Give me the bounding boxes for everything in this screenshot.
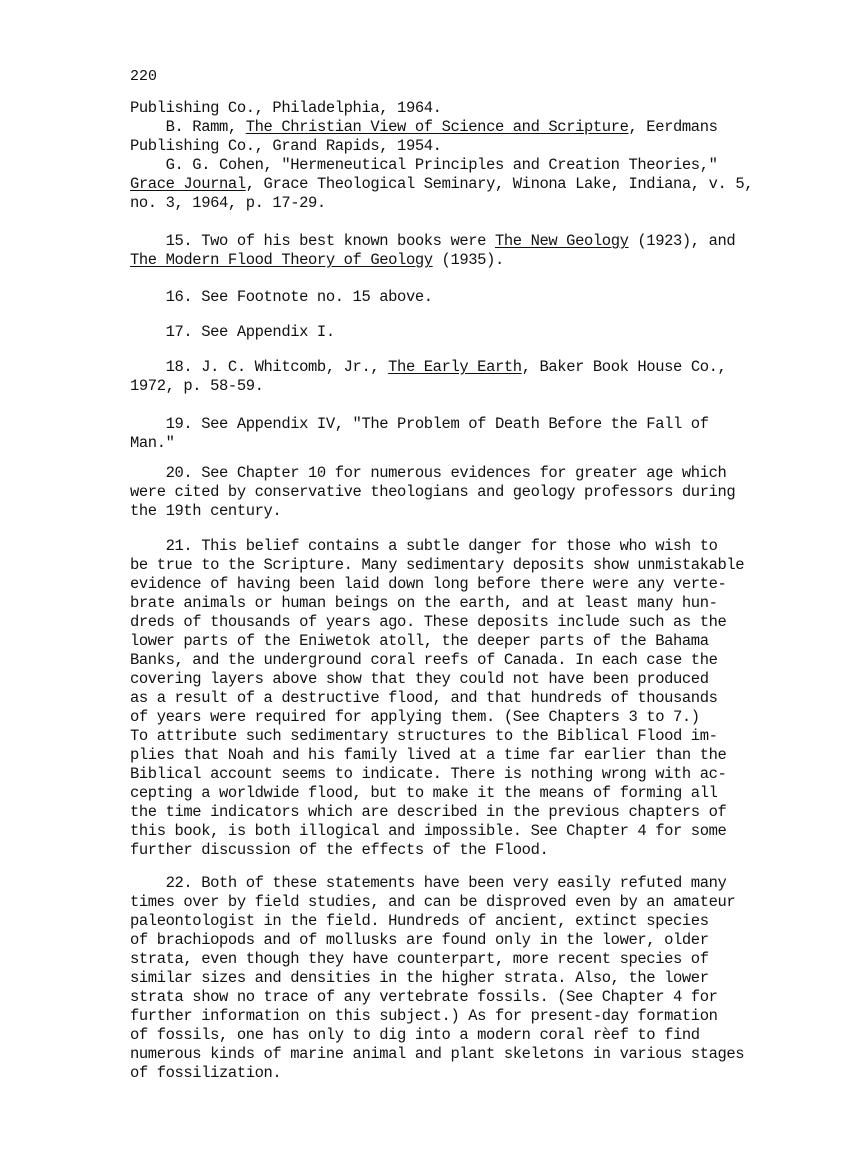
text-segment: be true to the Scripture. Many sedimentary deposits show unmistakable — [130, 556, 745, 574]
text-line — [130, 708, 700, 726]
text-line — [130, 537, 718, 555]
text-segment: further discussion of the effects of the Flood. — [130, 841, 549, 859]
text-segment: Man." — [130, 434, 175, 452]
text-segment: 17. See Appendix I. — [130, 323, 335, 341]
text-line — [130, 358, 726, 376]
text-line — [130, 670, 709, 688]
text-segment: dreds of thousands of years ago. These deposits include such as the — [130, 613, 727, 631]
text-line — [130, 377, 264, 395]
text-line — [130, 613, 726, 631]
text-line — [130, 137, 442, 155]
underlined-title: The Christian View of Science and Scripture — [245, 118, 629, 136]
text-segment: further information on this subject.) As for present-day formation — [130, 1007, 718, 1025]
underlined-title: Grace Journal — [130, 175, 246, 193]
text-line — [130, 727, 718, 745]
text-segment: numerous kinds of marine animal and plant skeletons in various stages — [130, 1045, 745, 1063]
text-line — [130, 415, 709, 433]
text-segment: Publishing Co., Philadelphia, 1964. — [130, 99, 442, 117]
text-segment: 19. See Appendix IV, "The Problem of Death Before the Fall of — [130, 415, 709, 433]
text-line — [130, 841, 548, 859]
text-segment: (1935). — [432, 251, 504, 269]
text-line — [130, 118, 718, 136]
text-line — [130, 502, 281, 520]
text-segment: of fossils, one has only to dig into a modern coral rèef to find — [130, 1026, 700, 1044]
text-segment: the time indicators which are described in the previous chapters of — [130, 803, 727, 821]
text-segment: no. 3, 1964, p. 17-29. — [130, 194, 326, 212]
text-segment: similar sizes and densities in the higher strata. Also, the lower — [130, 969, 709, 987]
text-line — [130, 251, 504, 269]
text-line — [130, 988, 718, 1006]
text-line — [130, 594, 718, 612]
text-segment: brate animals or human beings on the earth, and at least many hun- — [130, 594, 718, 612]
text-line — [130, 323, 335, 341]
text-segment: G. G. Cohen, "Hermeneutical Principles and Creation Theories," — [130, 156, 718, 174]
text-line — [130, 288, 433, 306]
text-line — [130, 969, 709, 987]
text-segment: (1923), and — [628, 232, 736, 250]
text-segment: plies that Noah and his family lived at a time far earlier than the — [130, 746, 727, 764]
text-segment: 1972, p. 58-59. — [130, 377, 264, 395]
text-segment: 18. J. C. Whitcomb, Jr., — [130, 358, 389, 376]
text-segment: paleontologist in the field. Hundreds of ancient, extinct species — [130, 912, 709, 930]
text-segment: 15. Two of his best known books were — [130, 232, 495, 250]
underlined-title: The New Geology — [494, 232, 629, 250]
text-segment: of brachiopods and of mollusks are found only in the lower, older — [130, 931, 709, 949]
text-segment: 20. See Chapter 10 for numerous evidences for greater age which — [130, 464, 727, 482]
text-segment: , Baker Book House Co., — [521, 358, 727, 376]
text-line — [130, 651, 718, 669]
text-line — [130, 175, 753, 193]
text-segment: times over by field studies, and can be disproved even by an amateur — [130, 893, 736, 911]
text-segment: 21. This belief contains a subtle danger for those who wish to — [130, 537, 718, 555]
text-line — [130, 1007, 718, 1025]
text-line — [130, 632, 709, 650]
text-segment: of years were required for applying them. (See Chapters 3 to 7.) — [130, 708, 700, 726]
text-segment: , Eerdmans — [628, 118, 718, 136]
text-segment: evidence of having been laid down long before there were any verte- — [130, 575, 727, 593]
text-line — [130, 194, 326, 212]
text-line — [130, 556, 744, 574]
text-line — [130, 931, 709, 949]
text-line — [130, 99, 442, 117]
text-line — [130, 765, 726, 783]
text-line — [130, 803, 726, 821]
text-segment: of fossilization. — [130, 1064, 282, 1082]
text-segment: this book, is both illogical and impossible. See Chapter 4 for some — [130, 822, 727, 840]
text-line — [130, 822, 726, 840]
text-segment: B. Ramm, — [130, 118, 246, 136]
text-line — [130, 784, 718, 802]
text-line — [130, 746, 726, 764]
text-segment: To attribute such sedimentary structures to the Biblical Flood im- — [130, 727, 718, 745]
text-segment: 22. Both of these statements have been very easily refuted many — [130, 874, 727, 892]
text-segment: the 19th century. — [130, 502, 282, 520]
text-line — [130, 1045, 744, 1063]
text-line — [130, 950, 709, 968]
text-segment: strata show no trace of any vertebrate fossils. (See Chapter 4 for — [130, 988, 718, 1006]
text-segment: were cited by conservative theologians and geology professors during — [130, 483, 736, 501]
underlined-title: The Modern Flood Theory of Geology — [130, 251, 433, 269]
text-line — [130, 893, 735, 911]
underlined-title: The Early Earth — [388, 358, 522, 376]
text-line — [130, 232, 735, 250]
text-segment: Banks, and the underground coral reefs of Canada. In each case the — [130, 651, 718, 669]
text-line — [130, 912, 709, 930]
text-line — [130, 156, 718, 174]
text-line — [130, 1026, 700, 1044]
text-segment: covering layers above show that they could not have been produced — [130, 670, 709, 688]
text-segment: cepting a worldwide flood, but to make it the means of forming all — [130, 784, 718, 802]
text-segment: lower parts of the Eniwetok atoll, the deeper parts of the Bahama — [130, 632, 709, 650]
text-segment: strata, even though they have counterpart, more recent species of — [130, 950, 709, 968]
page-number: 220 — [130, 68, 158, 85]
text-segment: as a result of a destructive flood, and that hundreds of thousands — [130, 689, 718, 707]
text-line — [130, 689, 718, 707]
text-segment: Biblical account seems to indicate. There is nothing wrong with ac- — [130, 765, 727, 783]
text-line — [130, 464, 726, 482]
text-line — [130, 434, 175, 452]
text-segment: Publishing Co., Grand Rapids, 1954. — [130, 137, 442, 155]
text-line — [130, 1064, 281, 1082]
text-line — [130, 483, 735, 501]
text-line — [130, 874, 726, 892]
text-segment: , Grace Theological Seminary, Winona Lake, Indiana, v. 5, — [245, 175, 754, 193]
text-line — [130, 575, 726, 593]
text-segment: 16. See Footnote no. 15 above. — [130, 288, 433, 306]
